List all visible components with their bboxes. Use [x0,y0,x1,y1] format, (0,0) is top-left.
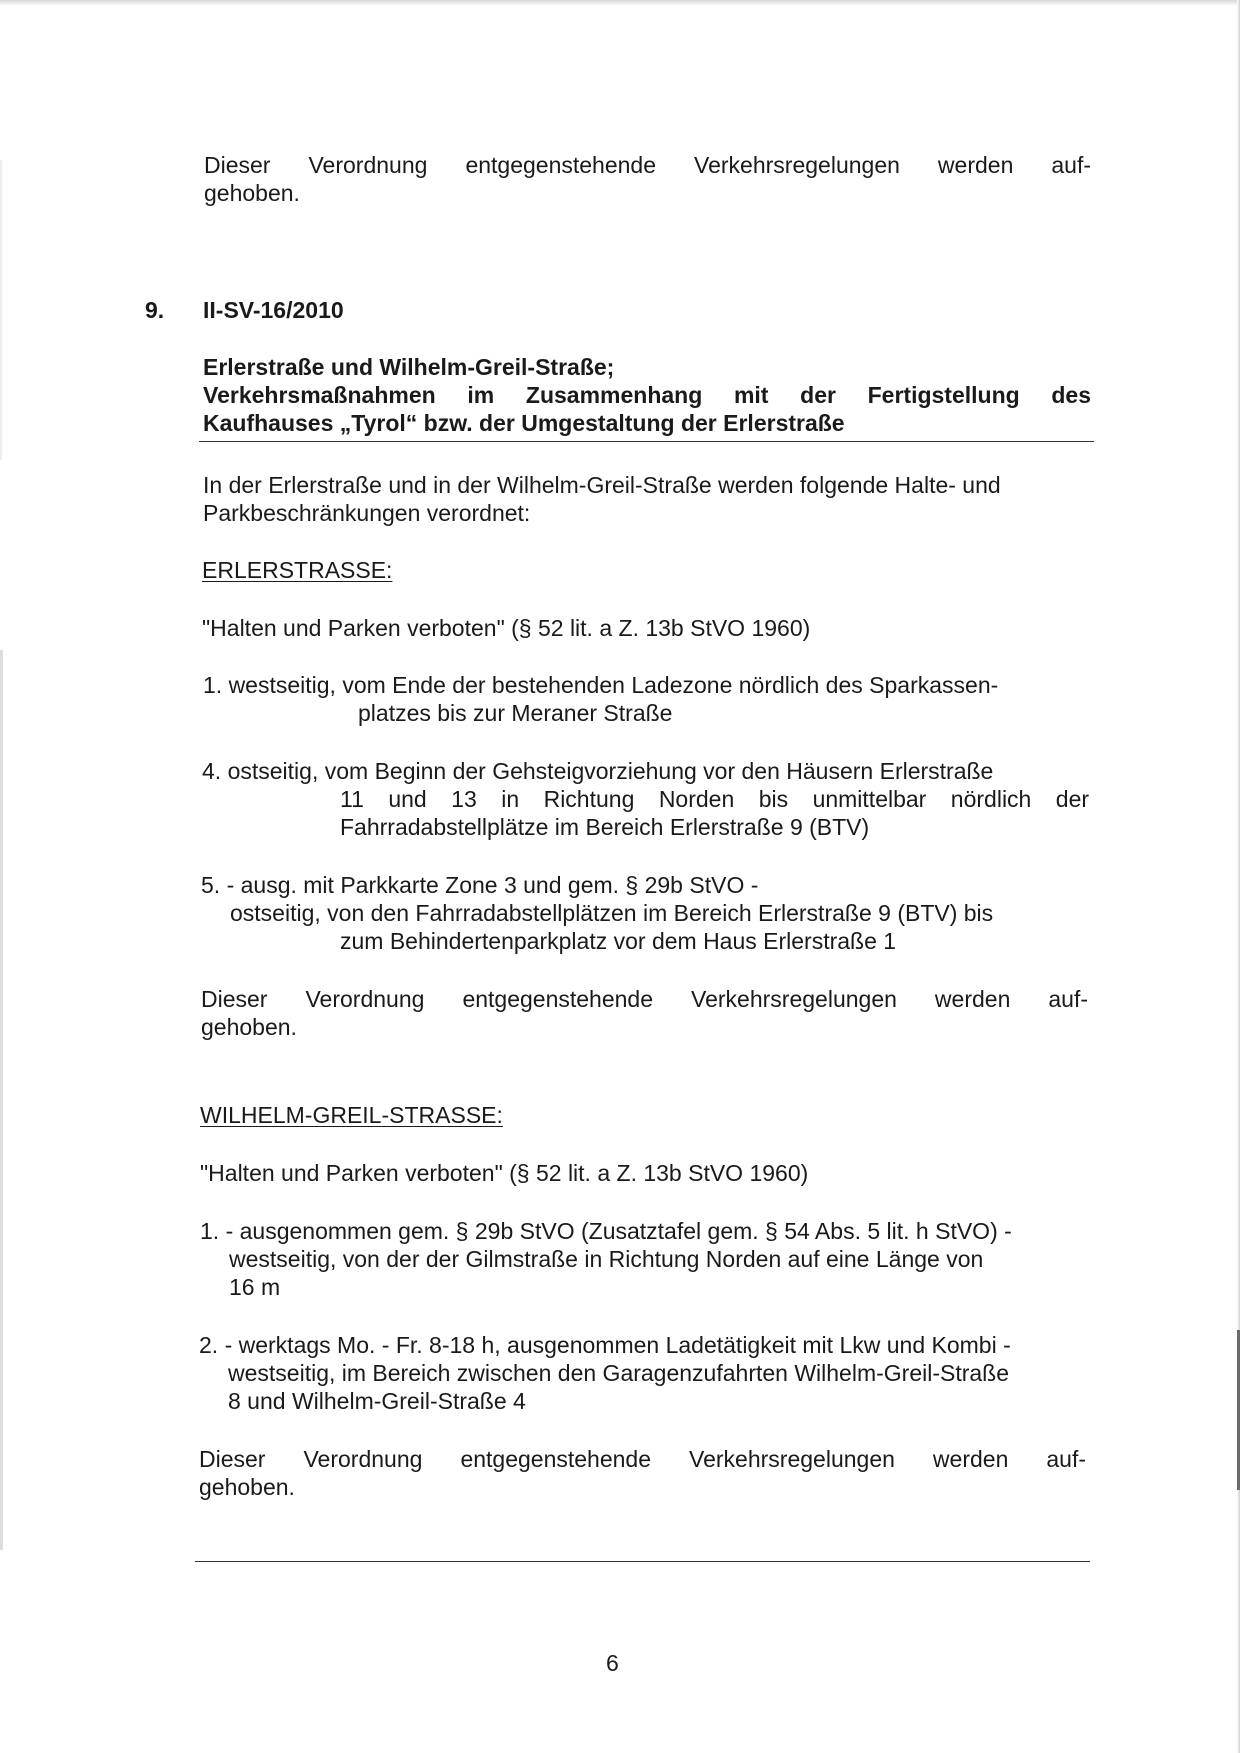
section-intro-line2: Parkbeschränkungen verordnet: [203,500,531,526]
section-divider-rule [195,1561,1090,1562]
wilhelm-item-1-line3: 16 m [229,1274,281,1300]
erlerstrasse-item-4-line3: Fahrradabstellplätze im Bereich Erlerstraße 9 (BTV) [340,814,870,840]
scan-edge-left [0,160,2,460]
erlerstrasse-heading: ERLERSTRASSE: [202,557,393,583]
erlerstrasse-item-5-line1: 5. - ausg. mit Parkkarte Zone 3 und gem. § 29b StVO - [201,872,759,898]
section-title-line1: Erlerstraße und Wilhelm-Greil-Straße; [203,354,615,380]
erlerstrasse-item-4-line1: 4. ostseitig, vom Beginn der Gehsteigvorziehung vor den Häusern Erlerstraße [202,758,994,784]
section-code: II-SV-16/2010 [203,297,344,323]
erlerstrasse-closing-line2: gehoben. [201,1014,297,1040]
erlerstrasse-item-5-line2: ostseitig, von den Fahrradabstellplätzen im Bereich Erlerstraße 9 (BTV) bis [230,900,994,926]
wilhelm-closing-line2: gehoben. [199,1474,295,1500]
wilhelm-item-2-line3: 8 und Wilhelm-Greil-Straße 4 [228,1388,526,1414]
erlerstrasse-item-1-line1: 1. westseitig, vom Ende der bestehenden Ladezone nördlich des Sparkassen- [203,672,999,698]
erlerstrasse-item-4-line2: 11 und 13 in Richtung Norden bis unmittelbar nördlich der [340,786,1090,812]
wilhelm-closing-line1: Dieser Verordnung entgegenstehende Verkehrsregelungen werden auf- [199,1446,1087,1472]
erlerstrasse-closing-line1: Dieser Verordnung entgegenstehende Verkehrsregelungen werden auf- [201,986,1089,1012]
scan-edge-top [0,0,1240,6]
section-title-line2: Verkehrsmaßnahmen im Zusammenhang mit der Fertigstellung des [203,382,1092,408]
intro-paragraph-line1: Dieser Verordnung entgegenstehende Verkehrsregelungen werden auf- [204,152,1092,178]
wilhelm-item-1-line2: westseitig, von der der Gilmstraße in Richtung Norden auf eine Länge von [229,1246,984,1272]
wilhelm-item-2-line1: 2. - werktags Mo. - Fr. 8-18 h, ausgenommen Ladetätigkeit mit Lkw und Kombi - [199,1332,1011,1358]
erlerstrasse-item-1-line2: platzes bis zur Meraner Straße [358,700,673,726]
section-number: 9. [145,297,165,323]
wilhelm-item-1-line1: 1. - ausgenommen gem. § 29b StVO (Zusatztafel gem. § 54 Abs. 5 lit. h StVO) - [200,1218,1012,1244]
wilhelm-rule: "Halten und Parken verboten" (§ 52 lit. a Z. 13b StVO 1960) [200,1160,809,1186]
section-intro-line1: In der Erlerstraße und in der Wilhelm-Greil-Straße werden folgende Halte- und [203,472,1001,498]
erlerstrasse-item-5-line3: zum Behindertenparkplatz vor dem Haus Erlerstraße 1 [340,928,897,954]
wilhelm-heading: WILHELM-GREIL-STRASSE: [200,1102,503,1128]
title-underline-rule [199,441,1094,442]
scan-edge-left-lower [0,650,3,1550]
section-title-line3: Kaufhauses „Tyrol“ bzw. der Umgestaltung der Erlerstraße [203,410,845,436]
erlerstrasse-rule: "Halten und Parken verboten" (§ 52 lit. a Z. 13b StVO 1960) [202,615,811,641]
wilhelm-item-2-line2: westseitig, im Bereich zwischen den Garagenzufahrten Wilhelm-Greil-Straße [228,1360,1010,1386]
intro-paragraph-line2: gehoben. [204,180,300,206]
page-number: 6 [606,1650,619,1676]
